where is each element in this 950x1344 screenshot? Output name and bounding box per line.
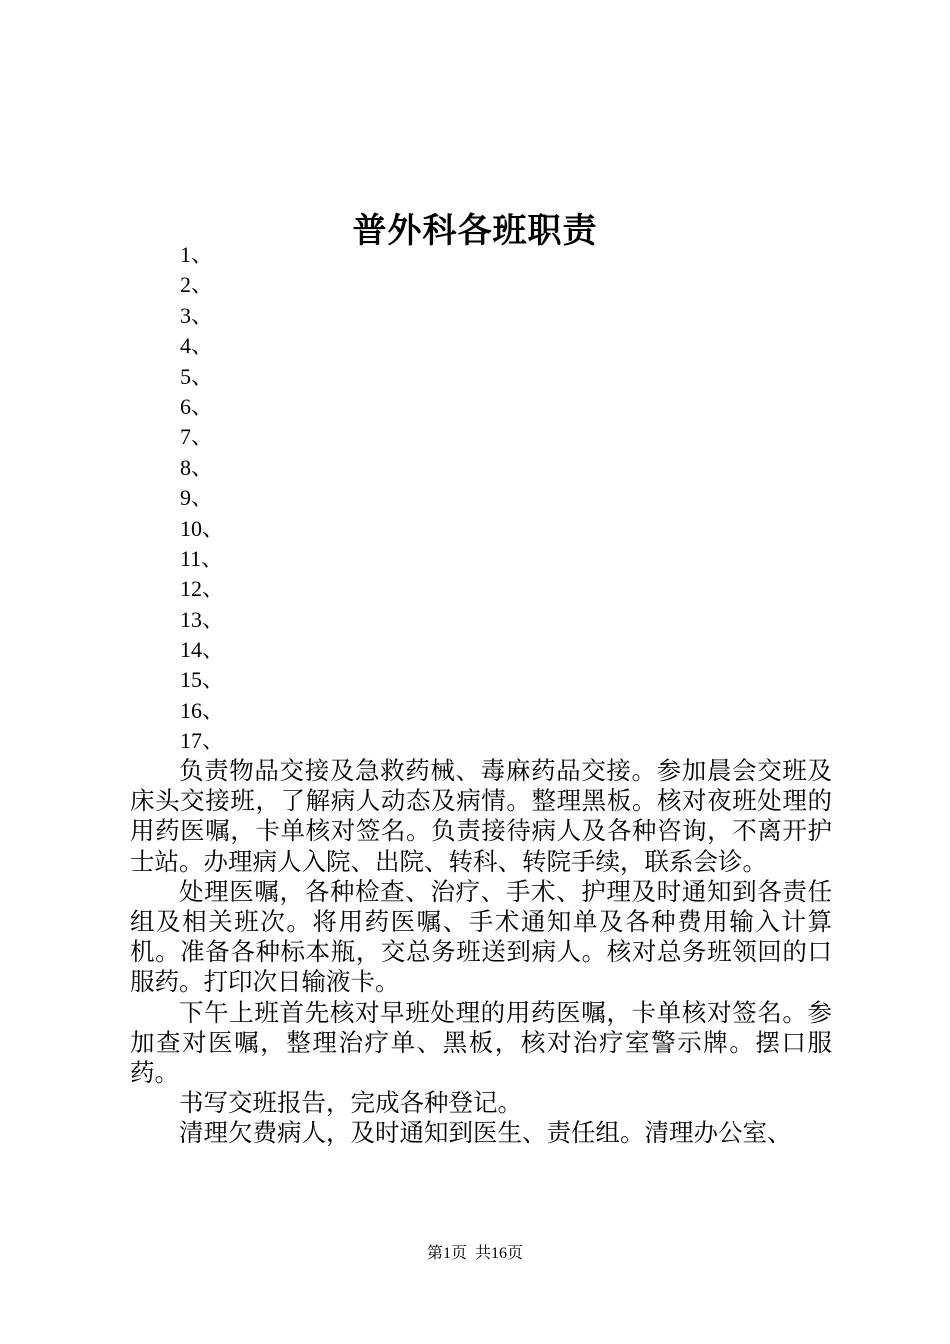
list-item: 2、: [180, 272, 214, 298]
list-item: 11、: [180, 545, 224, 571]
list-item: 6、: [180, 393, 214, 419]
paragraph-handover-duties: 负责物品交接及急救药械、毒麻药品交接。参加晨会交班及床头交接班，了解病人动态及病情。整理黑板。核对夜班处理的用药医嘱，卡单核对签名。负责接待病人及各种咨询，不离开护士站。办理病人入院、出院、转科、转院手续，联系会诊。: [130, 756, 832, 876]
page-footer: [0, 1242, 950, 1266]
list-item: 13、: [180, 606, 225, 632]
list-item: 4、: [180, 333, 214, 359]
paragraph-order-processing: 处理医嘱，各种检查、治疗、手术、护理及时通知到各责任组及相关班次。将用药医嘱、手术通知单及各种费用输入计算机。准备各种标本瓶，交总务班送到病人。核对总务班领回的口服药。打印次日输液卡。: [130, 876, 832, 997]
list-item: 8、: [180, 454, 214, 480]
list-item: 3、: [180, 302, 214, 328]
list-item: 5、: [180, 363, 214, 389]
paragraph-arrears-cleanup: 清理欠费病人，及时通知到医生、责任组。清理办公室、: [179, 1118, 792, 1148]
paragraph-afternoon-duties: 下午上班首先核对早班处理的用药医嘱，卡单核对签名。参加查对医嘱，整理治疗单、黑板，核对治疗室警示牌。摆口服药。: [130, 997, 832, 1088]
list-item: 7、: [180, 424, 214, 450]
list-item: 16、: [180, 697, 225, 723]
list-item: 15、: [180, 667, 225, 693]
paragraph-shift-report: 书写交班报告，完成各种登记。: [179, 1088, 522, 1118]
page-number: 第1页: [426, 1245, 467, 1262]
page-total: 共16页: [475, 1245, 524, 1262]
numbered-list: [180, 240, 224, 757]
list-item: 9、: [180, 485, 214, 511]
body-text: [130, 756, 832, 1149]
list-item: 1、: [180, 242, 214, 267]
list-item: 14、: [180, 637, 225, 663]
list-item: 12、: [180, 576, 225, 602]
page-title: 普外科各班职责: [352, 210, 598, 251]
list-item: 17、: [180, 728, 225, 754]
list-item: 10、: [180, 515, 225, 541]
